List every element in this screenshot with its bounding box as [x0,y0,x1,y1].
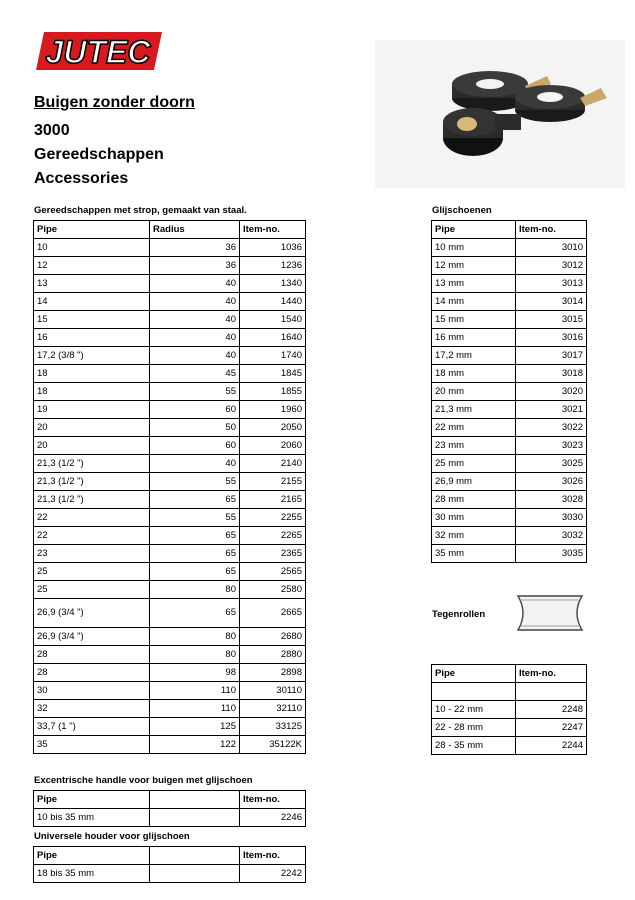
table-row [432,437,587,455]
table-cell: 2244 [516,737,587,755]
table-cell: 3015 [516,311,587,329]
table-cell: 19 [34,401,150,419]
column-header-item-no: Item-no. [240,221,306,239]
column-header-empty [150,847,240,865]
table-row [34,437,306,455]
table-cell: 60 [150,437,240,455]
table-row [34,599,306,628]
table-cell: 3025 [516,455,587,473]
table-cell: 2255 [240,509,306,527]
table-row [432,737,587,755]
column-header-empty [150,791,240,809]
table-cell: 2246 [240,809,306,827]
table-cell: 10 mm [432,239,516,257]
table-cell: 26,9 (3/4 ") [34,599,150,628]
table-cell: 10 - 22 mm [432,701,516,719]
table-cell: 65 [150,527,240,545]
tegenrollen-caption: Tegenrollen [432,609,486,620]
table-cell: 3021 [516,401,587,419]
table-row [34,628,306,646]
column-header-radius: Radius [150,221,240,239]
glijschoenen-table [431,220,587,563]
table-row [432,491,587,509]
table-cell: 16 [34,329,150,347]
table-cell: 1855 [240,383,306,401]
table-cell: 40 [150,293,240,311]
table-cell: 2247 [516,719,587,737]
column-header-item-no: Item-no. [240,847,306,865]
excentrische-table [33,790,306,827]
table-cell: 110 [150,700,240,718]
column-header-pipe: Pipe [432,221,516,239]
table-row [34,563,306,581]
table-cell: 20 mm [432,383,516,401]
glijschoenen-caption: Glijschoenen [432,205,492,216]
table-cell: 30110 [240,682,306,700]
table-cell: 35 mm [432,545,516,563]
table-cell: 50 [150,419,240,437]
table-cell: 1845 [240,365,306,383]
table-cell: 25 [34,581,150,599]
table-cell: 30 [34,682,150,700]
table-cell [432,683,516,701]
table-cell: 1540 [240,311,306,329]
table-row [432,401,587,419]
table-cell: 21,3 (1/2 ") [34,491,150,509]
table-cell: 2565 [240,563,306,581]
table-cell: 65 [150,491,240,509]
column-header-item-no: Item-no. [516,221,587,239]
tools-table [33,220,306,754]
table-row [34,809,306,827]
table-cell: 28 [34,646,150,664]
table-cell: 22 [34,509,150,527]
table-cell: 28 mm [432,491,516,509]
table-cell: 125 [150,718,240,736]
table-row [432,329,587,347]
table-row [34,455,306,473]
table-cell: 32 [34,700,150,718]
table-cell: 21,3 mm [432,401,516,419]
table-row [432,311,587,329]
table-cell: 1640 [240,329,306,347]
table-row [34,664,306,682]
table-cell: 3028 [516,491,587,509]
table-cell: 3030 [516,509,587,527]
table-row [34,347,306,365]
tegenrollen-table [431,664,587,755]
table-cell: 2140 [240,455,306,473]
table-row [432,365,587,383]
table-row [34,718,306,736]
table-row [34,257,306,275]
table-row [34,682,306,700]
table-cell: 80 [150,646,240,664]
product-number: 3000 [34,122,70,139]
table-cell: 23 mm [432,437,516,455]
page-title: Buigen zonder doorn [34,94,195,111]
table-cell: 32110 [240,700,306,718]
table-cell: 2265 [240,527,306,545]
table-cell: 20 [34,419,150,437]
table-cell: 3018 [516,365,587,383]
table-cell: 36 [150,239,240,257]
table-cell: 3023 [516,437,587,455]
product-photo [375,40,625,188]
table-cell [516,683,587,701]
table-cell: 55 [150,383,240,401]
table-row [432,683,587,701]
table-cell: 22 - 28 mm [432,719,516,737]
table-cell: 35122K [240,736,306,754]
table-cell: 1340 [240,275,306,293]
table-row [34,509,306,527]
table-cell: 13 mm [432,275,516,293]
universele-caption: Universele houder voor glijschoen [34,831,190,842]
table-row [432,383,587,401]
table-cell: 17,2 (3/8 ") [34,347,150,365]
table-row [432,455,587,473]
table-cell: 40 [150,311,240,329]
table-cell: 2580 [240,581,306,599]
table-cell: 14 mm [432,293,516,311]
excentrische-caption: Excentrische handle voor buigen met glijschoen [34,775,253,786]
table-cell: 17,2 mm [432,347,516,365]
table-cell: 45 [150,365,240,383]
table-row [34,473,306,491]
jutec-logo-text: JUTEC [45,34,151,70]
table-cell: 1236 [240,257,306,275]
table-row [34,865,306,883]
table-row [432,545,587,563]
table-row [34,275,306,293]
table-cell: 3010 [516,239,587,257]
table-cell: 10 [34,239,150,257]
tools-table-caption: Gereedschappen met strop, gemaakt van staal. [34,205,247,216]
table-row [432,719,587,737]
table-cell: 2050 [240,419,306,437]
jutec-logo [34,26,164,78]
table-cell: 3035 [516,545,587,563]
table-cell: 3022 [516,419,587,437]
table-cell: 60 [150,401,240,419]
table-cell: 10 bis 35 mm [34,809,150,827]
table-cell: 2165 [240,491,306,509]
table-cell: 2060 [240,437,306,455]
column-header-item-no: Item-no. [240,791,306,809]
table-row [432,527,587,545]
table-row [34,527,306,545]
table-cell: 1440 [240,293,306,311]
table-cell: 18 mm [432,365,516,383]
table-cell: 65 [150,599,240,628]
table-row [34,545,306,563]
column-header-pipe: Pipe [432,665,516,683]
table-cell: 12 [34,257,150,275]
table-cell: 3014 [516,293,587,311]
table-cell: 26,9 (3/4 ") [34,628,150,646]
table-cell: 2155 [240,473,306,491]
table-cell: 40 [150,347,240,365]
table-cell: 14 [34,293,150,311]
table-cell: 28 - 35 mm [432,737,516,755]
table-cell: 16 mm [432,329,516,347]
table-cell: 2898 [240,664,306,682]
table-cell: 55 [150,473,240,491]
table-cell: 65 [150,563,240,581]
table-cell: 36 [150,257,240,275]
table-cell: 3032 [516,527,587,545]
table-cell: 28 [34,664,150,682]
column-header-pipe: Pipe [34,791,150,809]
tegenrol-icon [510,592,590,634]
table-cell: 80 [150,581,240,599]
table-cell: 1740 [240,347,306,365]
table-cell: 35 [34,736,150,754]
table-cell: 40 [150,275,240,293]
table-cell: 2880 [240,646,306,664]
bending-former-3 [443,108,521,156]
table-row [34,311,306,329]
table-row [34,736,306,754]
table-cell: 13 [34,275,150,293]
table-cell: 3020 [516,383,587,401]
column-header-item-no: Item-no. [516,665,587,683]
subtitle-gereedschappen: Gereedschappen [34,146,164,163]
table-cell: 98 [150,664,240,682]
table-cell: 22 mm [432,419,516,437]
table-cell: 3017 [516,347,587,365]
bending-former-2 [515,85,607,122]
table-cell: 15 [34,311,150,329]
table-row [34,646,306,664]
table-cell: 1036 [240,239,306,257]
table-row [34,581,306,599]
table-cell: 2680 [240,628,306,646]
table-row [432,419,587,437]
table-cell: 15 mm [432,311,516,329]
table-cell [150,865,240,883]
table-cell: 21,3 (1/2 ") [34,473,150,491]
table-row [34,401,306,419]
table-row [432,473,587,491]
table-row [34,293,306,311]
table-cell: 1960 [240,401,306,419]
subtitle-accessories: Accessories [34,170,129,187]
table-cell: 21,3 (1/2 ") [34,455,150,473]
table-cell: 20 [34,437,150,455]
table-cell: 40 [150,329,240,347]
table-cell: 12 mm [432,257,516,275]
table-cell: 18 [34,383,150,401]
table-row [34,700,306,718]
table-cell: 80 [150,628,240,646]
table-row [432,293,587,311]
table-cell: 25 [34,563,150,581]
universele-table [33,846,306,883]
table-row [432,257,587,275]
table-cell: 26,9 mm [432,473,516,491]
table-row [432,347,587,365]
table-cell: 32 mm [432,527,516,545]
table-row [34,419,306,437]
table-cell: 22 [34,527,150,545]
table-row [34,239,306,257]
table-row [432,701,587,719]
table-cell: 3013 [516,275,587,293]
table-cell: 3012 [516,257,587,275]
table-row [34,491,306,509]
column-header-pipe: Pipe [34,847,150,865]
table-cell: 2248 [516,701,587,719]
table-cell: 30 mm [432,509,516,527]
table-cell [150,809,240,827]
table-cell: 33125 [240,718,306,736]
table-row [432,275,587,293]
table-cell: 65 [150,545,240,563]
table-row [34,329,306,347]
table-cell: 3016 [516,329,587,347]
table-cell: 122 [150,736,240,754]
table-cell: 110 [150,682,240,700]
table-cell: 33,7 (1 ") [34,718,150,736]
table-row [34,365,306,383]
table-row [34,383,306,401]
table-cell: 18 bis 35 mm [34,865,150,883]
table-cell: 2665 [240,599,306,628]
column-header-pipe: Pipe [34,221,150,239]
table-cell: 55 [150,509,240,527]
table-cell: 25 mm [432,455,516,473]
table-cell: 3026 [516,473,587,491]
table-cell: 2242 [240,865,306,883]
table-cell: 23 [34,545,150,563]
table-row [432,509,587,527]
table-row [432,239,587,257]
table-cell: 18 [34,365,150,383]
table-cell: 2365 [240,545,306,563]
table-cell: 40 [150,455,240,473]
